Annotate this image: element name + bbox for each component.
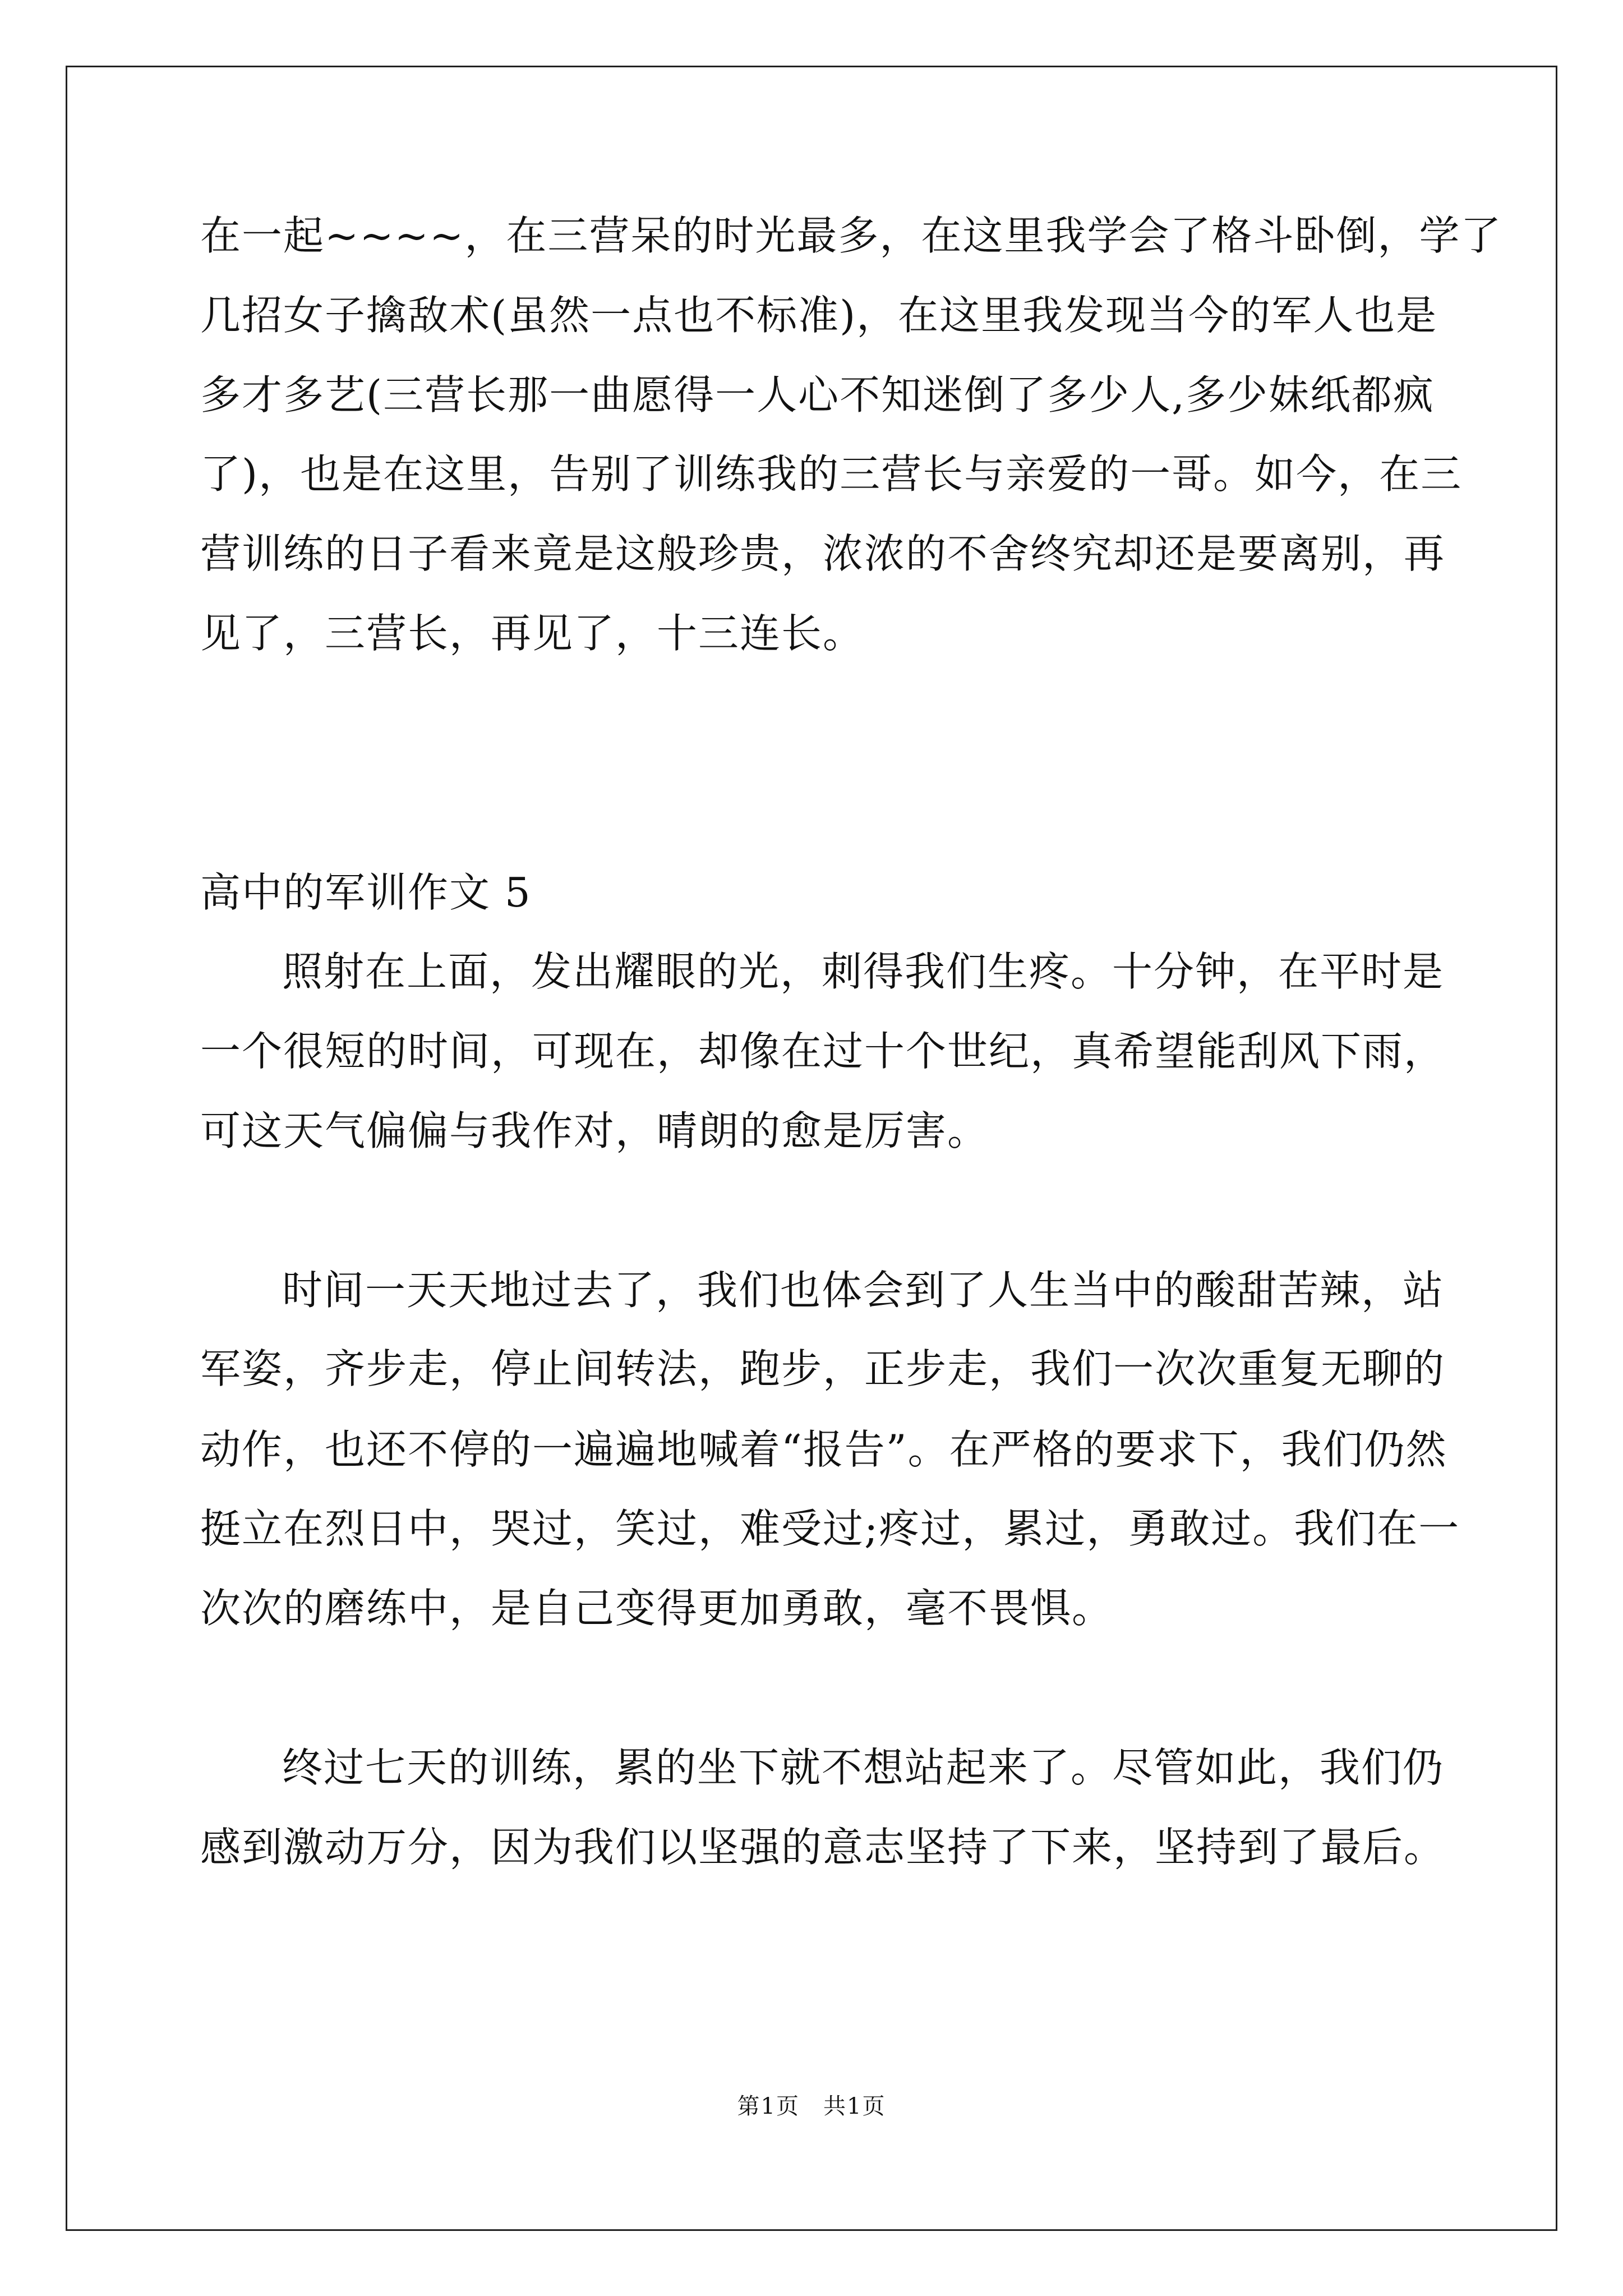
text-line: 照射在上面，发出耀眼的光，刺得我们生疼。十分钟，在平时是 bbox=[282, 948, 1445, 995]
text-line: 多才多艺(三营长那一曲愿得一人心不知迷倒了多少人,多少妹纸都疯 bbox=[200, 371, 1435, 418]
text-line: 感到激动万分，因为我们以坚强的意志坚持了下来，坚持到了最后。 bbox=[200, 1824, 1446, 1871]
text-line: 终过七天的训练，累的坐下就不想站起来了。尽管如此，我们仍 bbox=[282, 1744, 1445, 1791]
text-line: 见了，三营长，再见了，十三连长。 bbox=[200, 610, 865, 657]
text-line: 可这天气偏偏与我作对，晴朗的愈是厉害。 bbox=[200, 1107, 989, 1154]
text-line: 在一起~~~~，在三营呆的时光最多，在这里我学会了格斗卧倒，学了 bbox=[200, 212, 1502, 259]
text-line: 时间一天天地过去了，我们也体会到了人生当中的酸甜苦辣，站 bbox=[282, 1267, 1445, 1314]
text-line: 挺立在烈日中，哭过，笑过，难受过;疼过，累过，勇敢过。我们在一 bbox=[200, 1505, 1460, 1552]
text-line: 了)，也是在这里，告别了训练我的三营长与亲爱的一哥。如今，在三 bbox=[200, 450, 1463, 498]
section-heading: 高中的军训作文 5 bbox=[200, 869, 532, 916]
page-number-footer: 第1页 共1页 bbox=[737, 2093, 886, 2119]
text-line: 次次的磨练中，是自己变得更加勇敢，毫不畏惧。 bbox=[200, 1585, 1114, 1632]
text-line: 几招女子擒敌术(虽然一点也不标准)，在这里我发现当今的军人也是 bbox=[200, 292, 1438, 339]
text-line: 一个很短的时间，可现在，却像在过十个世纪，真希望能刮风下雨， bbox=[200, 1028, 1446, 1075]
text-line: 军姿，齐步走，停止间转法，跑步，正步走，我们一次次重复无聊的 bbox=[200, 1345, 1446, 1392]
text-line: 营训练的日子看来竟是这般珍贵，浓浓的不舍终究却还是要离别，再 bbox=[200, 530, 1446, 577]
text-line: 动作，也还不停的一遍遍地喊着“报告”。在严格的要求下，我们仍然 bbox=[200, 1426, 1447, 1473]
